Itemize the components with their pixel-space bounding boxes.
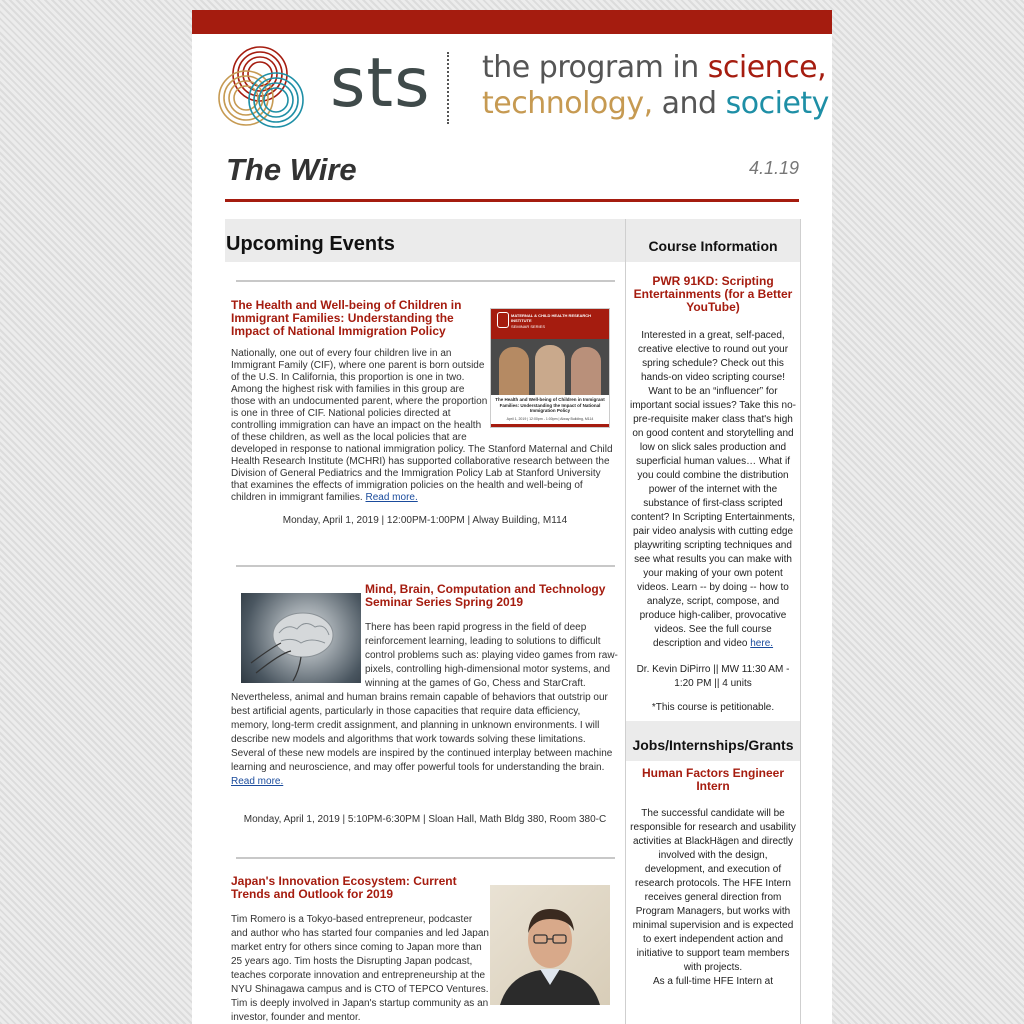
person-icon (490, 885, 610, 1005)
event-meta: Monday, April 1, 2019 | 5:10PM-6:30PM | Sloan Hall, Math Bldg 380, Room 380-C (243, 814, 607, 825)
tagline-word: and (661, 86, 726, 121)
poster-bottom-band (491, 424, 609, 427)
event-description-text: Nationally, one out of every four children live in an Immigrant Family (CIF), where one parent is born outside of the U.S. In California, this proportion is one in two. Among the highest risk with families in this group are those with an undocumented parent, where the proportion is one in three of CIF. National policies directed at controlling immigration can have an impact on the health of these children, as well as the local policies that are developed in response to national immigration policy. The Stanford Maternal and Child Health Research Institute (MCHRI) has supported collaborative research between the Division of General Pediatrics and the Immigration Policy Lab at Stanford University that examines the effects of immigration policies on the health and well-being of children in immigrant families. (231, 348, 613, 503)
course-description-text: Interested in a great, self-paced, creative elective to round out your spring schedule? Check out this hands-on video scripting course! Want to be an “influencer” for important social issues? Take this no-pre-requisite maker class that's high on good content and storytelling and low on slick sales production and superficial human values… What if you could combine the distribution power of the internet with the substance of first-class scripted content? In Scripting Entertainments, pair video analysis with cutting edge playwriting scripting techniques and see what results you can make with your making of your own potent videos. Learn -- by doing -- how to analyze, script, compose, and produce high-caliber, provocative videos. See the full course description and video (630, 330, 797, 649)
job-title[interactable]: Human Factors Engineer Intern (641, 766, 785, 793)
event-title[interactable]: Japan's Innovation Ecosystem: Current Trends and Outlook for 2019 (231, 874, 457, 901)
newsletter-page (192, 10, 832, 1024)
poster-caption: The Health and Well-being of Children in Immigrant Families: Understanding the Impact of National Immigration Policy (495, 397, 605, 413)
event-description-text: Tim Romero is a Tokyo-based entrepreneur, podcaster and author who has started four companies and led Japan market entry for others since coming to Japan more than 25 years ago. Tim hosts the Disrupting Japan podcast, teaches corporate innovation and entrepreneurship at the NYU Shinagawa campus and is CTO of TEPCO Ventures. Tim is deeply involved in Japan's startup community as an investor, founder and mentor. (231, 914, 489, 1023)
speaker-portrait-image[interactable] (490, 885, 610, 1005)
event-description (231, 621, 619, 789)
logo-tagline-line1 (482, 50, 826, 86)
sts-logo-rings-icon (218, 44, 308, 134)
event-title[interactable]: Mind, Brain, Computation and Technology Seminar Series Spring 2019 (365, 582, 606, 609)
tagline-society: society (725, 86, 829, 121)
poster-series-text: SEMINAR SERIES (511, 324, 546, 329)
poster-footer: April 1, 2019 | 12:00pm - 1:00pm | Alway Building, M114 (506, 417, 594, 421)
logo-divider (447, 52, 449, 124)
course-details-link[interactable]: here. (750, 638, 774, 649)
poster-speakers-photo (491, 339, 609, 395)
job-description: The successful candidate will be responsible for research and usability activities at BlackHägen and directly involved with the design, development, and execution of research protocols. The HFE Intern receives general direction from Program Managers, but works with minimal supervision and is expected to exert independent action and initiative to support team members with projects. (630, 808, 796, 973)
logo-tagline-line2 (482, 86, 829, 122)
job-description-continued: As a full-time HFE Intern at (652, 976, 774, 987)
top-accent-bar (192, 10, 832, 34)
sidebar-column (625, 219, 801, 1024)
poster-header-band (491, 309, 609, 339)
tagline-science: science, (707, 50, 827, 85)
issue-date: 4.1.19 (748, 158, 799, 178)
speaker-photo (499, 347, 529, 395)
poster-seal-icon (497, 312, 509, 328)
read-more-link[interactable]: Read more. (365, 492, 418, 503)
speaker-photo (535, 345, 565, 395)
logo-sts-wordmark: sts (330, 44, 431, 123)
event-meta: Monday, April 1, 2019 | 12:00PM-1:00PM | Alway Building, M114 (282, 515, 568, 526)
event-card (231, 875, 619, 1024)
section-title-upcoming-events: Upcoming Events (225, 219, 625, 262)
event-poster-image[interactable] (490, 308, 610, 428)
event-title[interactable]: The Health and Well-being of Children in Immigrant Families: Understanding the Impact of National Immigration Policy (231, 298, 462, 338)
float-spacer (231, 621, 365, 691)
divider (236, 280, 615, 282)
events-column (225, 219, 625, 1023)
course-instructor-schedule: Dr. Kevin DiPirro || MW 11:30 AM - 1:20 PM || 4 units (636, 664, 790, 689)
poster-header-text: MATERNAL & CHILD HEALTH RESEARCH INSTITUTE (511, 313, 591, 323)
course-description (626, 329, 800, 651)
course-note: *This course is petitionable. (651, 702, 775, 713)
title-divider (225, 199, 799, 202)
section-title-jobs: Jobs/Internships/Grants (626, 721, 800, 761)
course-title[interactable]: PWR 91KD: Scripting Entertainments (for a Better YouTube) (633, 274, 793, 314)
divider (236, 565, 615, 567)
event-card (231, 299, 619, 528)
event-description-text: There has been rapid progress in the field of deep reinforcement learning, leading to solutions to difficult control problems such as: playing video games from raw-pixels, controlling high-dimensional motor systems, and winning at the games of Go, Chess and StarCraft. Nevertheless, animal and human brains remain capable of behaviors that outstrip our best artificial agents, particularly in those capacities that require data efficiency, memory, long-term credit assignment, and planning in unknown environments. I will describe new models and algorithms that work towards solving these limitations. Several of these new models are inspired by the continued interplay between machine learning and neuroscience, and may offer powerful tools for understanding the brain. (231, 622, 618, 773)
tagline-word: the program in (482, 50, 708, 85)
speaker-photo (571, 347, 601, 395)
read-more-link[interactable]: Read more. (231, 776, 284, 787)
divider (236, 857, 615, 859)
section-title-course-information: Course Information (626, 219, 800, 262)
tagline-technology: technology, (482, 86, 662, 121)
newsletter-title: The Wire (226, 152, 357, 187)
